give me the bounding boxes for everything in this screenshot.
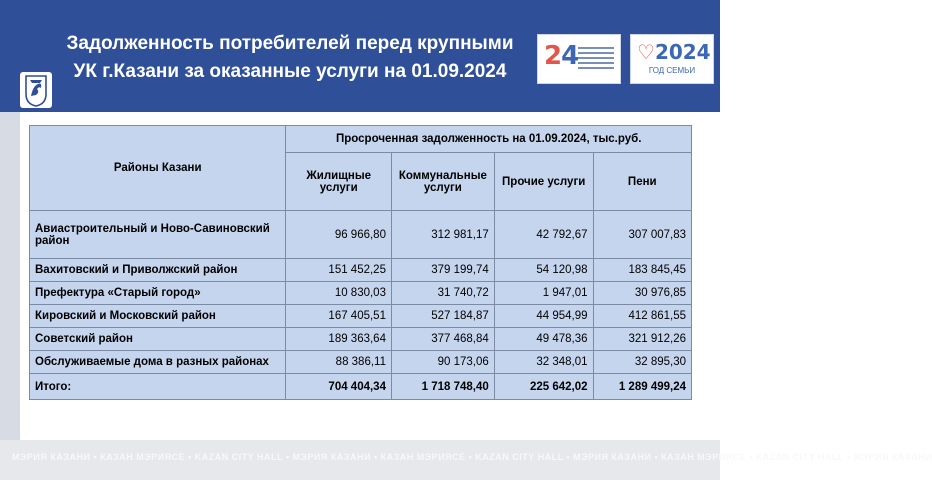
page-title-line1: Задолженность потребителей перед крупными: [66, 33, 514, 54]
page-title-line2: УК г.Казани за оказанные услуги на 01.09.2024: [73, 61, 507, 82]
housing-value: 167 405,51: [286, 305, 392, 328]
total-other-value: 225 642,02: [494, 374, 593, 400]
other-value: 1 947,01: [494, 282, 593, 305]
utilities-value: 90 173,06: [391, 351, 494, 374]
column-header-penalties: Пени: [593, 153, 691, 211]
overdue-debt-group-header: Просроченная задолженность на 01.09.2024, тыс.руб.: [286, 126, 692, 153]
total-penalties-value: 1 289 499,24: [593, 374, 691, 400]
utilities-value: 379 199,74: [391, 259, 494, 282]
utilities-value: 377 468,84: [391, 328, 494, 351]
utilities-value: 312 981,17: [391, 211, 494, 259]
other-value: 42 792,67: [494, 211, 593, 259]
other-value: 44 954,99: [494, 305, 593, 328]
column-header-housing: Жилищные услуги: [286, 153, 392, 211]
family-year-logo-year: ♡2024: [637, 40, 711, 64]
column-header-other: Прочие услуги: [494, 153, 593, 211]
utilities-value: 31 740,72: [391, 282, 494, 305]
total-housing-value: 704 404,34: [286, 374, 392, 400]
family-year-logo-text: ГОД СЕМЬИ: [648, 66, 696, 75]
district-name: Вахитовский и Приволжский район: [30, 259, 286, 282]
science-year-logo: [537, 34, 621, 84]
district-name: Кировский и Московский район: [30, 305, 286, 328]
utilities-value: 527 184,87: [391, 305, 494, 328]
housing-value: 88 386,11: [286, 351, 392, 374]
heart-icon: ♡: [637, 40, 655, 64]
kazan-crest-icon: [20, 72, 52, 108]
housing-value: 151 452,25: [286, 259, 392, 282]
table-row: [30, 282, 692, 305]
penalties-value: 183 845,45: [593, 259, 691, 282]
housing-value: 189 363,64: [286, 328, 392, 351]
table-row: [30, 211, 692, 259]
total-label: Итого:: [30, 374, 286, 400]
district-name: Префектура «Старый город»: [30, 282, 286, 305]
header-row-1: [30, 126, 692, 153]
other-value: 54 120,98: [494, 259, 593, 282]
table-row: [30, 305, 692, 328]
district-name: Авиастроительный и Ново-Савиновский район: [30, 211, 286, 259]
district-name: Советский район: [30, 328, 286, 351]
penalties-value: 307 007,83: [593, 211, 691, 259]
other-value: 32 348,01: [494, 351, 593, 374]
family-year-logo: [630, 34, 714, 84]
table-row: [30, 328, 692, 351]
penalties-value: 32 895,30: [593, 351, 691, 374]
table-row: [30, 351, 692, 374]
table-row: [30, 259, 692, 282]
penalties-value: 30 976,85: [593, 282, 691, 305]
column-header-utilities: Коммунальные услуги: [391, 153, 494, 211]
penalties-value: 412 861,55: [593, 305, 691, 328]
header-banner: [0, 0, 720, 112]
housing-value: 96 966,80: [286, 211, 392, 259]
science-year-logo-mark: 24: [544, 41, 579, 71]
district-name: Обслуживаемые дома в разных районах: [30, 351, 286, 374]
footer-band: [0, 440, 932, 480]
footer-watermark-text: МЭРИЯ КАЗАНИ • КАЗАН МЭРИЯСЕ • KAZAN CITY HALL • МЭРИЯ КАЗАНИ • КАЗАН МЭРИЯСЕ • KAZAN CITY HALL • МЭРИЯ КАЗАНИ • КАЗАН МЭРИЯСЕ • KAZAN CITY HALL • МЭРИЯ КАЗАНИ: [12, 452, 932, 462]
total-row: [30, 374, 692, 400]
science-year-logo-lines: [578, 47, 614, 72]
other-value: 49 478,36: [494, 328, 593, 351]
district-column-header: Районы Казани: [30, 126, 286, 211]
left-sidebar-strip: [0, 112, 20, 442]
housing-value: 10 830,03: [286, 282, 392, 305]
penalties-value: 321 912,26: [593, 328, 691, 351]
debt-table: [29, 125, 692, 400]
page-title: [40, 30, 540, 86]
total-utilities-value: 1 718 748,40: [391, 374, 494, 400]
debt-table-container: [29, 125, 692, 400]
